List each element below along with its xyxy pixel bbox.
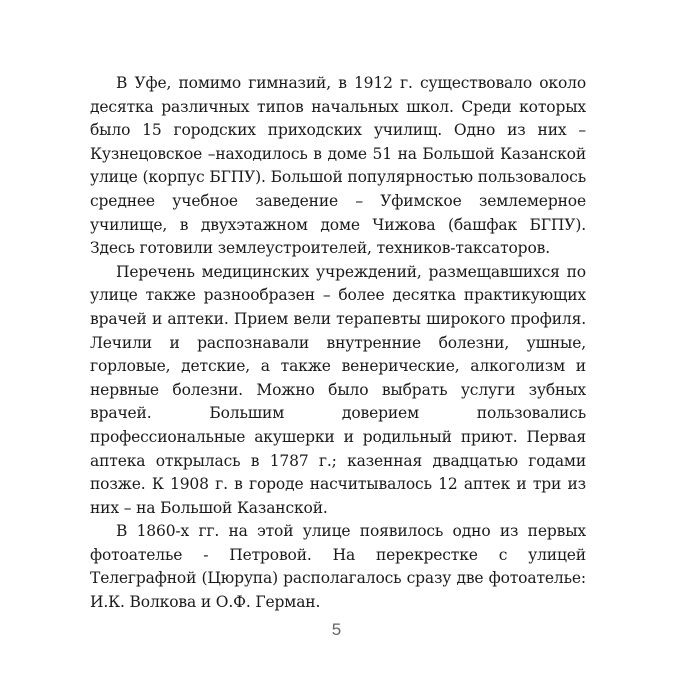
- paragraph-photo-studios: В 1860-х гг. на этой улице появилось одно из первых фотоателье - Петровой. На перекрестке с улицей Телеграфной (Цюрупа) располагалось сразу две фотоателье: И.К. Волкова и О.Ф. Герман.: [90, 522, 586, 612]
- paragraph-schools: В Уфе, помимо гимназий, в 1912 г. существовало около десятка различных типов начальных школ. Среди которых было 15 городских приходских училищ. Одно из них – Кузнецовское –находилось в доме 51 на Большой Казанской улице (корпус БГПУ). Большой популярностью пользовалось среднее учебное заведение – Уфимское землемерное училище, в двухэтажном доме Чижова (башфак БГПУ). Здесь готовили землеустроителей, техников-таксаторов.: [90, 74, 586, 258]
- body-text: [90, 72, 586, 615]
- page-number: 5: [331, 620, 342, 639]
- paragraph-medical: Перечень медицинских учреждений, размещавшихся по улице также разнообразен – более десятка практикующих врачей и аптеки. Прием вели терапевты широкого профиля. Лечили и распознавали внутренние болезни, ушные, горловые, детские, а также венерические, алкоголизм и нервные болезни. Можно было выбрать услуги зубных врачей. Большим доверием пользовались профессиональные акушерки и родильный приют. Первая аптека открылась в 1787 г.; казенная двадцатью годами позже. К 1908 г. в городе насчитывалось 12 аптек и три из них – на Большой Казанской.: [90, 262, 586, 517]
